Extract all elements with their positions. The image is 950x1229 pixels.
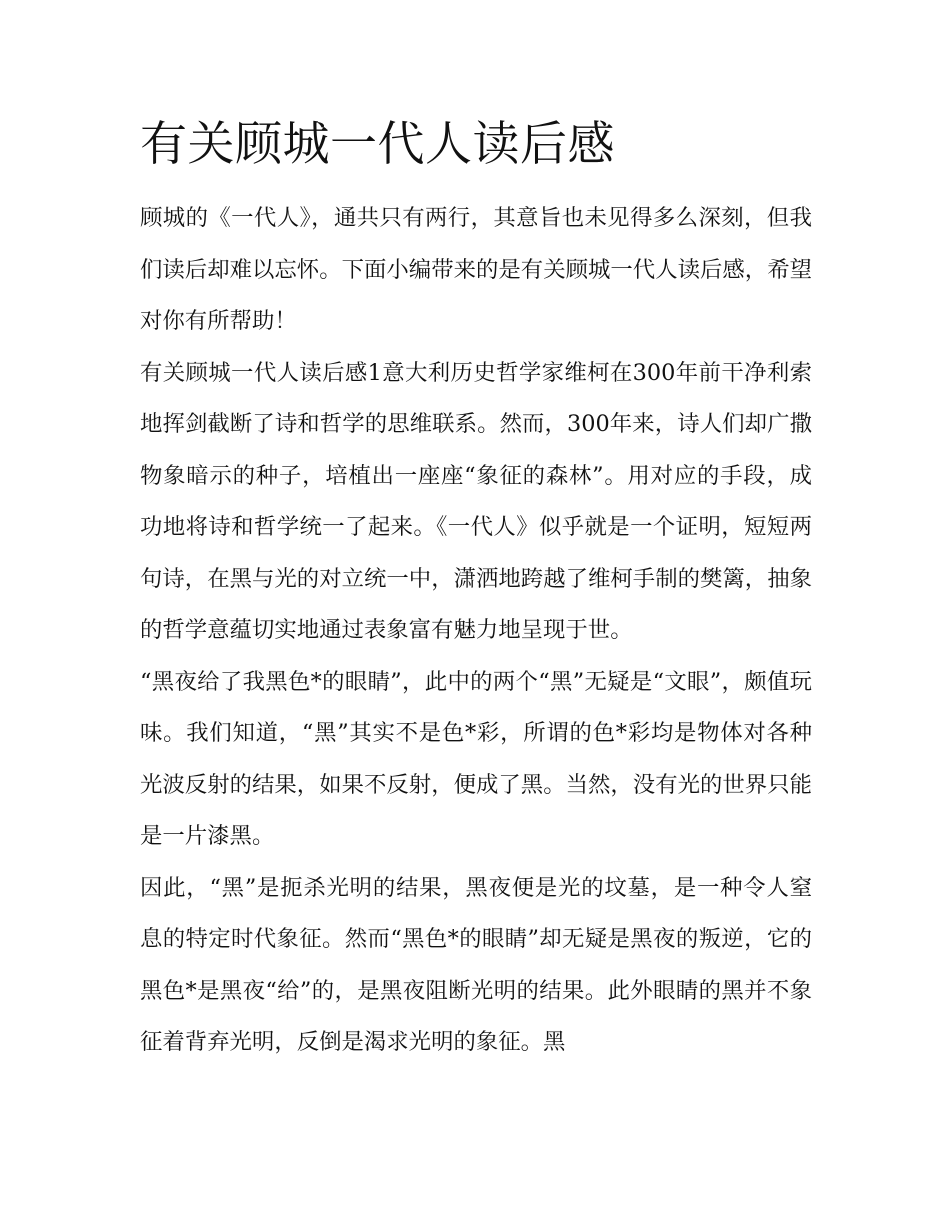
- document-page: [140, 114, 812, 1069]
- paragraph-3: 因此，“黑”是扼杀光明的结果，黑夜便是光的坟墓，是一种令人窒息的特定时代象征。然而“黑色*的眼睛”却无疑是黑夜的叛逆，它的黑色*是黑夜“给”的，是黑夜阻断光明的结果。此外眼睛的黑并不象征着背弃光明，反倒是渴求光明的象征。黑: [140, 874, 812, 1055]
- document-title: 有关顾城一代人读后感: [140, 117, 615, 172]
- paragraph-intro: 顾城的《一代人》，通共只有两行，其意旨也未见得多么深刻，但我们读后却难以忘怀。下面小编带来的是有关顾城一代人读后感，希望对你有所帮助！: [140, 205, 812, 334]
- paragraph-2: “黑夜给了我黑色*的眼睛”，此中的两个“黑”无疑是“文眼”，颇值玩味。我们知道，“黑”其实不是色*彩，所谓的色*彩均是物体对各种光波反射的结果，如果不反射，便成了黑。当然，没有光的世界只能是一片漆黑。: [140, 668, 812, 849]
- paragraph-1: 有关顾城一代人读后感1意大利历史哲学家维柯在300年前干净利索地挥剑截断了诗和哲学的思维联系。然而，300年来，诗人们却广撒物象暗示的种子，培植出一座座“象征的森林”。用对应的手段，成功地将诗和哲学统一了起来。《一代人》似乎就是一个证明，短短两句诗，在黑与光的对立统一中，潇洒地跨越了维柯手制的樊篱，抽象的哲学意蕴切实地通过表象富有魅力地呈现于世。: [140, 359, 812, 643]
